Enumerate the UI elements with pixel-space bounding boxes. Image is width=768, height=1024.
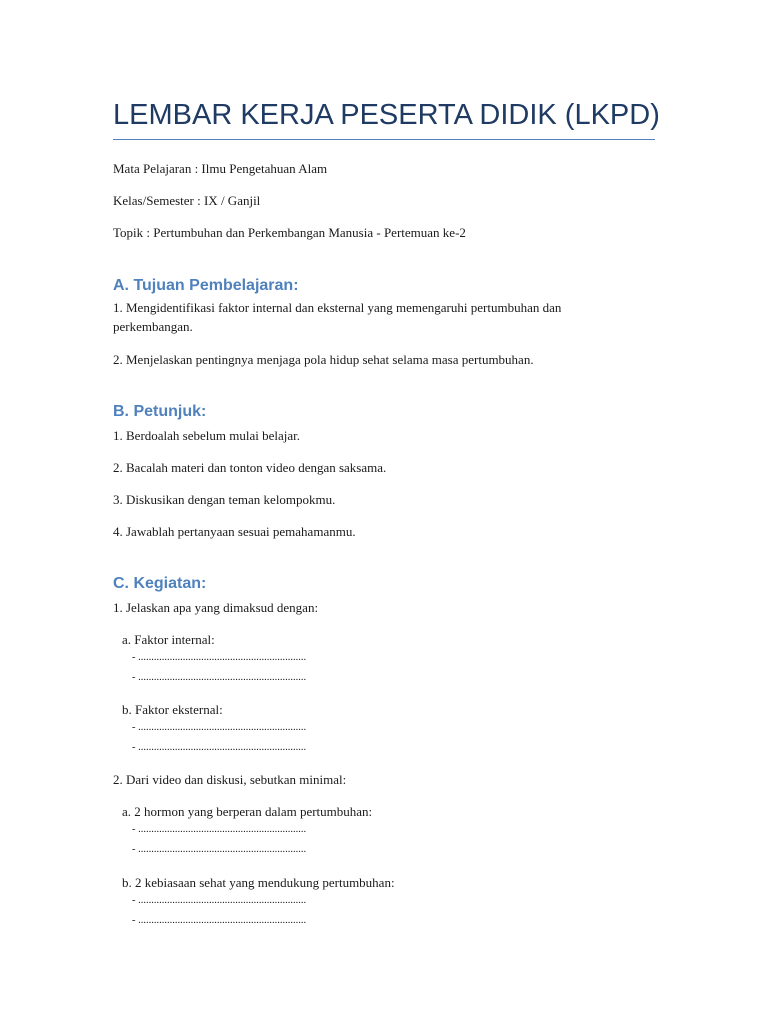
topic-line: Topik : Pertumbuhan dan Perkembangan Manusia - Pertemuan ke-2 bbox=[113, 225, 466, 240]
answer-blank: - ................................................................ bbox=[132, 672, 307, 683]
page-title: LEMBAR KERJA PESERTA DIDIK (LKPD) bbox=[113, 99, 660, 131]
answer-blank: - ................................................................ bbox=[132, 652, 307, 663]
answer-blank: - ................................................................ bbox=[132, 722, 307, 733]
section-c-heading: C. Kegiatan: bbox=[113, 575, 207, 592]
answer-blank: - ................................................................ bbox=[132, 824, 307, 835]
title-underline bbox=[113, 139, 655, 140]
instruction-2: 2. Bacalah materi dan tonton video dengan saksama. bbox=[113, 460, 387, 475]
section-b-heading: B. Petunjuk: bbox=[113, 403, 207, 420]
question-2b: b. 2 kebiasaan sehat yang mendukung pertumbuhan: bbox=[122, 875, 395, 890]
question-1a: a. Faktor internal: bbox=[122, 632, 215, 647]
question-2a: a. 2 hormon yang berperan dalam pertumbuhan: bbox=[122, 804, 373, 819]
instruction-1: 1. Berdoalah sebelum mulai belajar. bbox=[113, 428, 300, 443]
instruction-3: 3. Diskusikan dengan teman kelompokmu. bbox=[113, 492, 336, 507]
question-1: 1. Jelaskan apa yang dimaksud dengan: bbox=[113, 600, 319, 615]
answer-blank: - ................................................................ bbox=[132, 895, 307, 906]
answer-blank: - ................................................................ bbox=[132, 915, 307, 926]
class-semester-line: Kelas/Semester : IX / Ganjil bbox=[113, 193, 261, 208]
answer-blank: - ................................................................ bbox=[132, 742, 307, 753]
instruction-4: 4. Jawablah pertanyaan sesuai pemahamanmu. bbox=[113, 524, 356, 539]
section-a-heading: A. Tujuan Pembelajaran: bbox=[113, 277, 299, 294]
answer-blank: - ................................................................ bbox=[132, 844, 307, 855]
objective-2: 2. Menjelaskan pentingnya menjaga pola hidup sehat selama masa pertumbuhan. bbox=[113, 352, 534, 367]
objective-1-line-2: perkembangan. bbox=[113, 319, 193, 334]
objective-1-line-1: 1. Mengidentifikasi faktor internal dan eksternal yang memengaruhi pertumbuhan dan bbox=[113, 300, 562, 315]
question-1b: b. Faktor eksternal: bbox=[122, 702, 223, 717]
question-2: 2. Dari video dan diskusi, sebutkan minimal: bbox=[113, 772, 347, 787]
subject-line: Mata Pelajaran : Ilmu Pengetahuan Alam bbox=[113, 161, 328, 176]
